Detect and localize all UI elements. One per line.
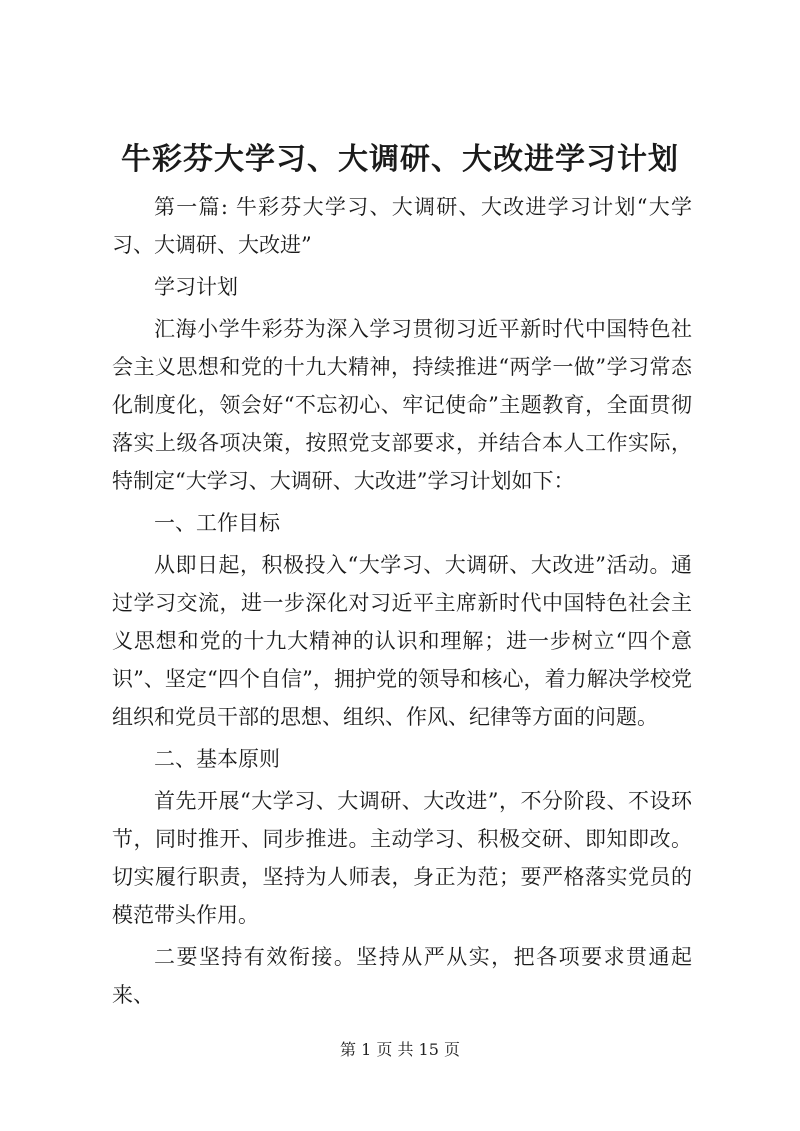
- paragraph-study-plan: 学习计划: [154, 275, 238, 299]
- paragraph-intro: 汇海小学牛彩芬为深入学习贯彻习近平新时代中国特色社会主义思想和党的十九大精神，持续推进“两学一做”学习常态化制度化，领会好“不忘初心、牢记使命”主题教育，全面贯彻落实上级各项决策，按照党支部要求，并结合本人工作实际，特制定“大学习、大调研、大改进”学习计划如下：: [112, 317, 692, 493]
- paragraph-effective-link: 二要坚持有效衔接。坚持从严从实，把各项要求贯通起来、: [112, 945, 692, 1007]
- document-body: [112, 188, 692, 1014]
- paragraph-basic-principles: 首先开展“大学习、大调研、大改进”，不分阶段、不设环节，同时推开、同步推进。主动学习、积极交研、即知即改。切实履行职责，坚持为人师表，身正为范；要严格落实党员的模范带头作用。: [112, 789, 692, 927]
- page-footer: 第 1 页 共 15 页: [340, 1040, 460, 1059]
- document-title: 牛彩芬大学习、大调研、大改进学习计划: [121, 142, 679, 177]
- section-heading-basic-principles: 二、基本原则: [154, 747, 280, 771]
- section-heading-work-goal: 一、工作目标: [154, 511, 280, 535]
- paragraph-part-one-heading: 第一篇: 牛彩芬大学习、大调研、大改进学习计划“大学习、大调研、大改进”: [112, 195, 692, 257]
- paragraph-work-goal: 从即日起，积极投入“大学习、大调研、大改进”活动。通过学习交流，进一步深化对习近平主席新时代中国特色社会主义思想和党的十九大精神的认识和理解；进一步树立“四个意识”、坚定“四个自信”，拥护党的领导和核心，着力解决学校党组织和党员干部的思想、组织、作风、纪律等方面的问题。: [112, 553, 692, 729]
